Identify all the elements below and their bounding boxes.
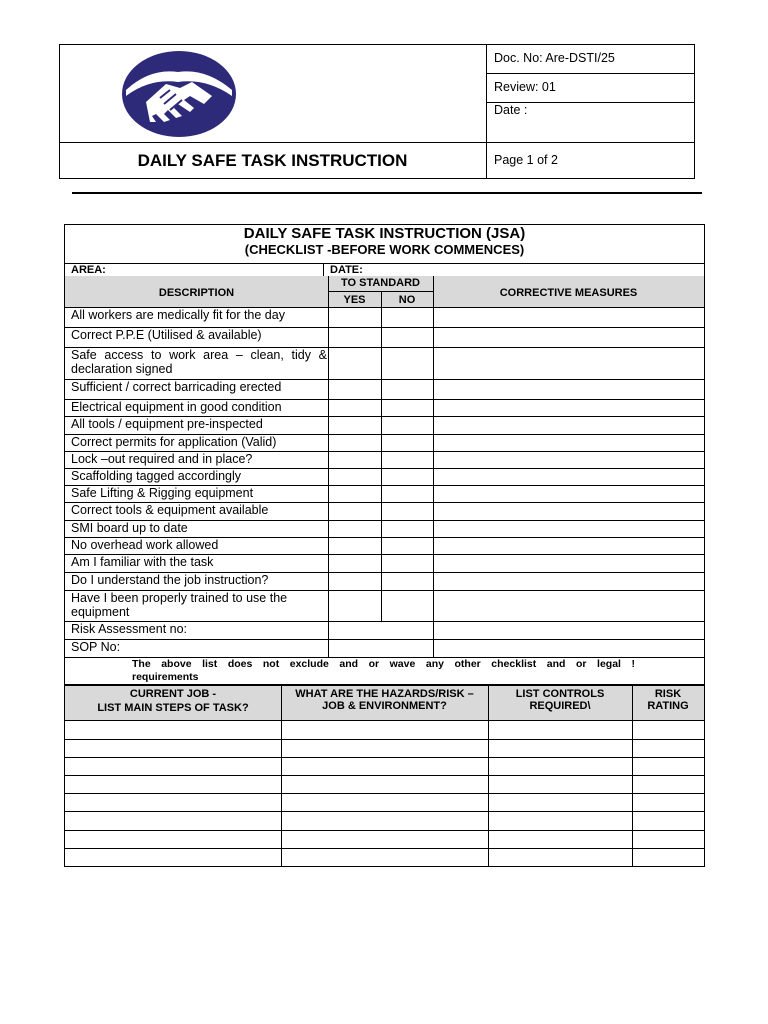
checklist-item: Correct P.P.E (Utilised & available) <box>71 328 262 342</box>
form-title-block <box>64 224 705 257</box>
no-checkbox[interactable] <box>382 469 433 485</box>
col-to-standard: TO STANDARD <box>340 277 421 289</box>
yes-checkbox[interactable] <box>329 400 381 416</box>
hazard-field[interactable] <box>282 721 488 739</box>
no-checkbox[interactable] <box>382 452 433 468</box>
yes-checkbox[interactable] <box>329 591 381 621</box>
hazard-field[interactable] <box>282 831 488 848</box>
risk-rating-field[interactable] <box>633 831 704 848</box>
checklist-item: Have I been properly trained to use the equipment <box>71 591 288 619</box>
checklist-item: All workers are medically fit for the day <box>71 308 285 322</box>
doc-number: Doc. No: Are-DSTI/25 <box>494 51 615 65</box>
col-corrective: CORRECTIVE MEASURES <box>499 287 638 299</box>
risk-rating-field[interactable] <box>633 758 704 775</box>
review-number: Review: 01 <box>494 80 556 94</box>
no-checkbox[interactable] <box>382 521 433 537</box>
corrective-measure-field[interactable] <box>434 640 704 657</box>
control-field[interactable] <box>489 740 632 757</box>
checklist-item: Lock –out required and in place? <box>71 452 253 466</box>
hazard-field[interactable] <box>282 812 488 830</box>
hazard-field[interactable] <box>282 794 488 811</box>
col-yes: YES <box>343 294 366 306</box>
form-title: DAILY SAFE TASK INSTRUCTION (JSA) <box>243 225 526 242</box>
no-checkbox[interactable] <box>382 328 433 347</box>
yes-checkbox[interactable] <box>329 521 381 537</box>
corrective-measure-field[interactable] <box>434 435 704 451</box>
row-line <box>64 263 705 264</box>
area-label: AREA: <box>71 264 106 276</box>
no-checkbox[interactable] <box>382 348 433 379</box>
control-field[interactable] <box>489 758 632 775</box>
header-divider <box>486 44 487 179</box>
yes-checkbox[interactable] <box>329 328 381 347</box>
hazard-field[interactable] <box>282 849 488 866</box>
checklist-item: No overhead work allowed <box>71 538 219 552</box>
control-field[interactable] <box>489 721 632 739</box>
col-risk-rating: RISK RATING <box>647 688 689 712</box>
yes-checkbox[interactable] <box>329 348 381 379</box>
col-current-job: CURRENT JOB - LIST MAIN STEPS OF TASK? <box>97 688 249 714</box>
checklist-item: Safe access to work area – clean, tidy & declaration signed <box>71 348 327 376</box>
control-field[interactable] <box>489 849 632 866</box>
disclaimer-line-2: requirements <box>132 671 199 683</box>
corrective-measure-field[interactable] <box>434 538 704 554</box>
corrective-measure-field[interactable] <box>434 417 704 434</box>
date-label: DATE: <box>330 264 363 276</box>
no-checkbox[interactable] <box>382 573 433 590</box>
risk-rating-field[interactable] <box>633 721 704 739</box>
yes-checkbox[interactable] <box>329 435 381 451</box>
hazard-field[interactable] <box>282 776 488 793</box>
checklist-item: Safe Lifting & Rigging equipment <box>71 486 254 500</box>
checklist-item: SMI board up to date <box>71 521 188 535</box>
corrective-measure-field[interactable] <box>434 452 704 468</box>
corrective-measure-field[interactable] <box>434 469 704 485</box>
no-checkbox[interactable] <box>382 503 433 520</box>
corrective-measure-field[interactable] <box>434 380 704 399</box>
corrective-measure-field[interactable] <box>434 591 704 621</box>
no-checkbox[interactable] <box>382 591 433 621</box>
checklist-item: All tools / equipment pre-inspected <box>71 417 263 431</box>
hazard-field[interactable] <box>282 758 488 775</box>
checklist-item: Do I understand the job instruction? <box>71 573 269 587</box>
task-step-field[interactable] <box>65 849 281 866</box>
corrective-measure-field[interactable] <box>434 573 704 590</box>
no-checkbox[interactable] <box>382 308 433 327</box>
checklist-item: Correct tools & equipment available <box>71 503 269 517</box>
task-step-field[interactable] <box>65 831 281 848</box>
control-field[interactable] <box>489 794 632 811</box>
col-description: DESCRIPTION <box>158 287 235 299</box>
col-no: NO <box>398 294 416 306</box>
no-checkbox[interactable] <box>382 555 433 572</box>
document-title: DAILY SAFE TASK INSTRUCTION <box>137 151 408 170</box>
no-checkbox[interactable] <box>382 417 433 434</box>
yes-checkbox[interactable] <box>329 538 381 554</box>
corrective-measure-field[interactable] <box>434 308 704 327</box>
corrective-measure-field[interactable] <box>434 503 704 520</box>
col-line <box>323 264 324 276</box>
checklist-item: Risk Assessment no: <box>71 622 188 636</box>
no-checkbox[interactable] <box>382 435 433 451</box>
control-field[interactable] <box>489 831 632 848</box>
control-field[interactable] <box>489 812 632 830</box>
header-rule <box>72 192 702 194</box>
col-controls: LIST CONTROLS REQUIRED\ <box>515 688 605 712</box>
task-step-field[interactable] <box>65 721 281 739</box>
form-subtitle: (CHECKLIST -BEFORE WORK COMMENCES) <box>244 242 525 257</box>
task-step-field[interactable] <box>65 812 281 830</box>
checklist-item: Am I familiar with the task <box>71 555 214 569</box>
task-step-field[interactable] <box>65 740 281 757</box>
yes-checkbox[interactable] <box>329 469 381 485</box>
disclaimer-note <box>132 658 635 671</box>
yes-checkbox[interactable] <box>329 380 381 399</box>
corrective-measure-field[interactable] <box>434 328 704 347</box>
yes-checkbox[interactable] <box>329 573 381 590</box>
task-step-field[interactable] <box>65 758 281 775</box>
task-step-field[interactable] <box>65 794 281 811</box>
checklist-item: Electrical equipment in good condition <box>71 400 282 414</box>
checklist-item: Scaffolding tagged accordingly <box>71 469 242 483</box>
risk-rating-field[interactable] <box>633 776 704 793</box>
yes-checkbox[interactable] <box>329 622 381 639</box>
risk-rating-field[interactable] <box>633 812 704 830</box>
control-field[interactable] <box>489 776 632 793</box>
no-checkbox[interactable] <box>382 486 433 502</box>
corrective-measure-field[interactable] <box>434 555 704 572</box>
corrective-measure-field[interactable] <box>434 486 704 502</box>
yes-checkbox[interactable] <box>329 640 381 657</box>
checklist-item: SOP No: <box>71 640 121 654</box>
no-checkbox[interactable] <box>382 538 433 554</box>
hazard-field[interactable] <box>282 740 488 757</box>
no-checkbox[interactable] <box>382 380 433 399</box>
corrective-measure-field[interactable] <box>434 622 704 639</box>
page-number: Page 1 of 2 <box>494 153 558 167</box>
yes-checkbox[interactable] <box>329 417 381 434</box>
date-field: Date : <box>494 103 528 117</box>
handshake-logo <box>120 50 238 138</box>
header-divider <box>486 73 695 74</box>
col-hazards: WHAT ARE THE HAZARDS/RISK – JOB & ENVIRONMENT? <box>295 688 474 712</box>
corrective-measure-field[interactable] <box>434 400 704 416</box>
corrective-measure-field[interactable] <box>434 521 704 537</box>
checklist-item: Correct permits for application (Valid) <box>71 435 277 449</box>
yes-checkbox[interactable] <box>329 555 381 572</box>
corrective-measure-field[interactable] <box>434 348 704 379</box>
task-step-field[interactable] <box>65 776 281 793</box>
risk-rating-field[interactable] <box>633 794 704 811</box>
no-checkbox[interactable] <box>382 400 433 416</box>
yes-checkbox[interactable] <box>329 486 381 502</box>
risk-rating-field[interactable] <box>633 740 704 757</box>
disclaimer-line-1: The above list does not exclude and or wave any other checklist and or legal ! <box>132 658 635 670</box>
checklist-item: Sufficient / correct barricading erected <box>71 380 282 394</box>
yes-checkbox[interactable] <box>329 308 381 327</box>
risk-rating-field[interactable] <box>633 849 704 866</box>
yes-checkbox[interactable] <box>329 452 381 468</box>
yes-checkbox[interactable] <box>329 503 381 520</box>
row-line <box>64 866 705 867</box>
